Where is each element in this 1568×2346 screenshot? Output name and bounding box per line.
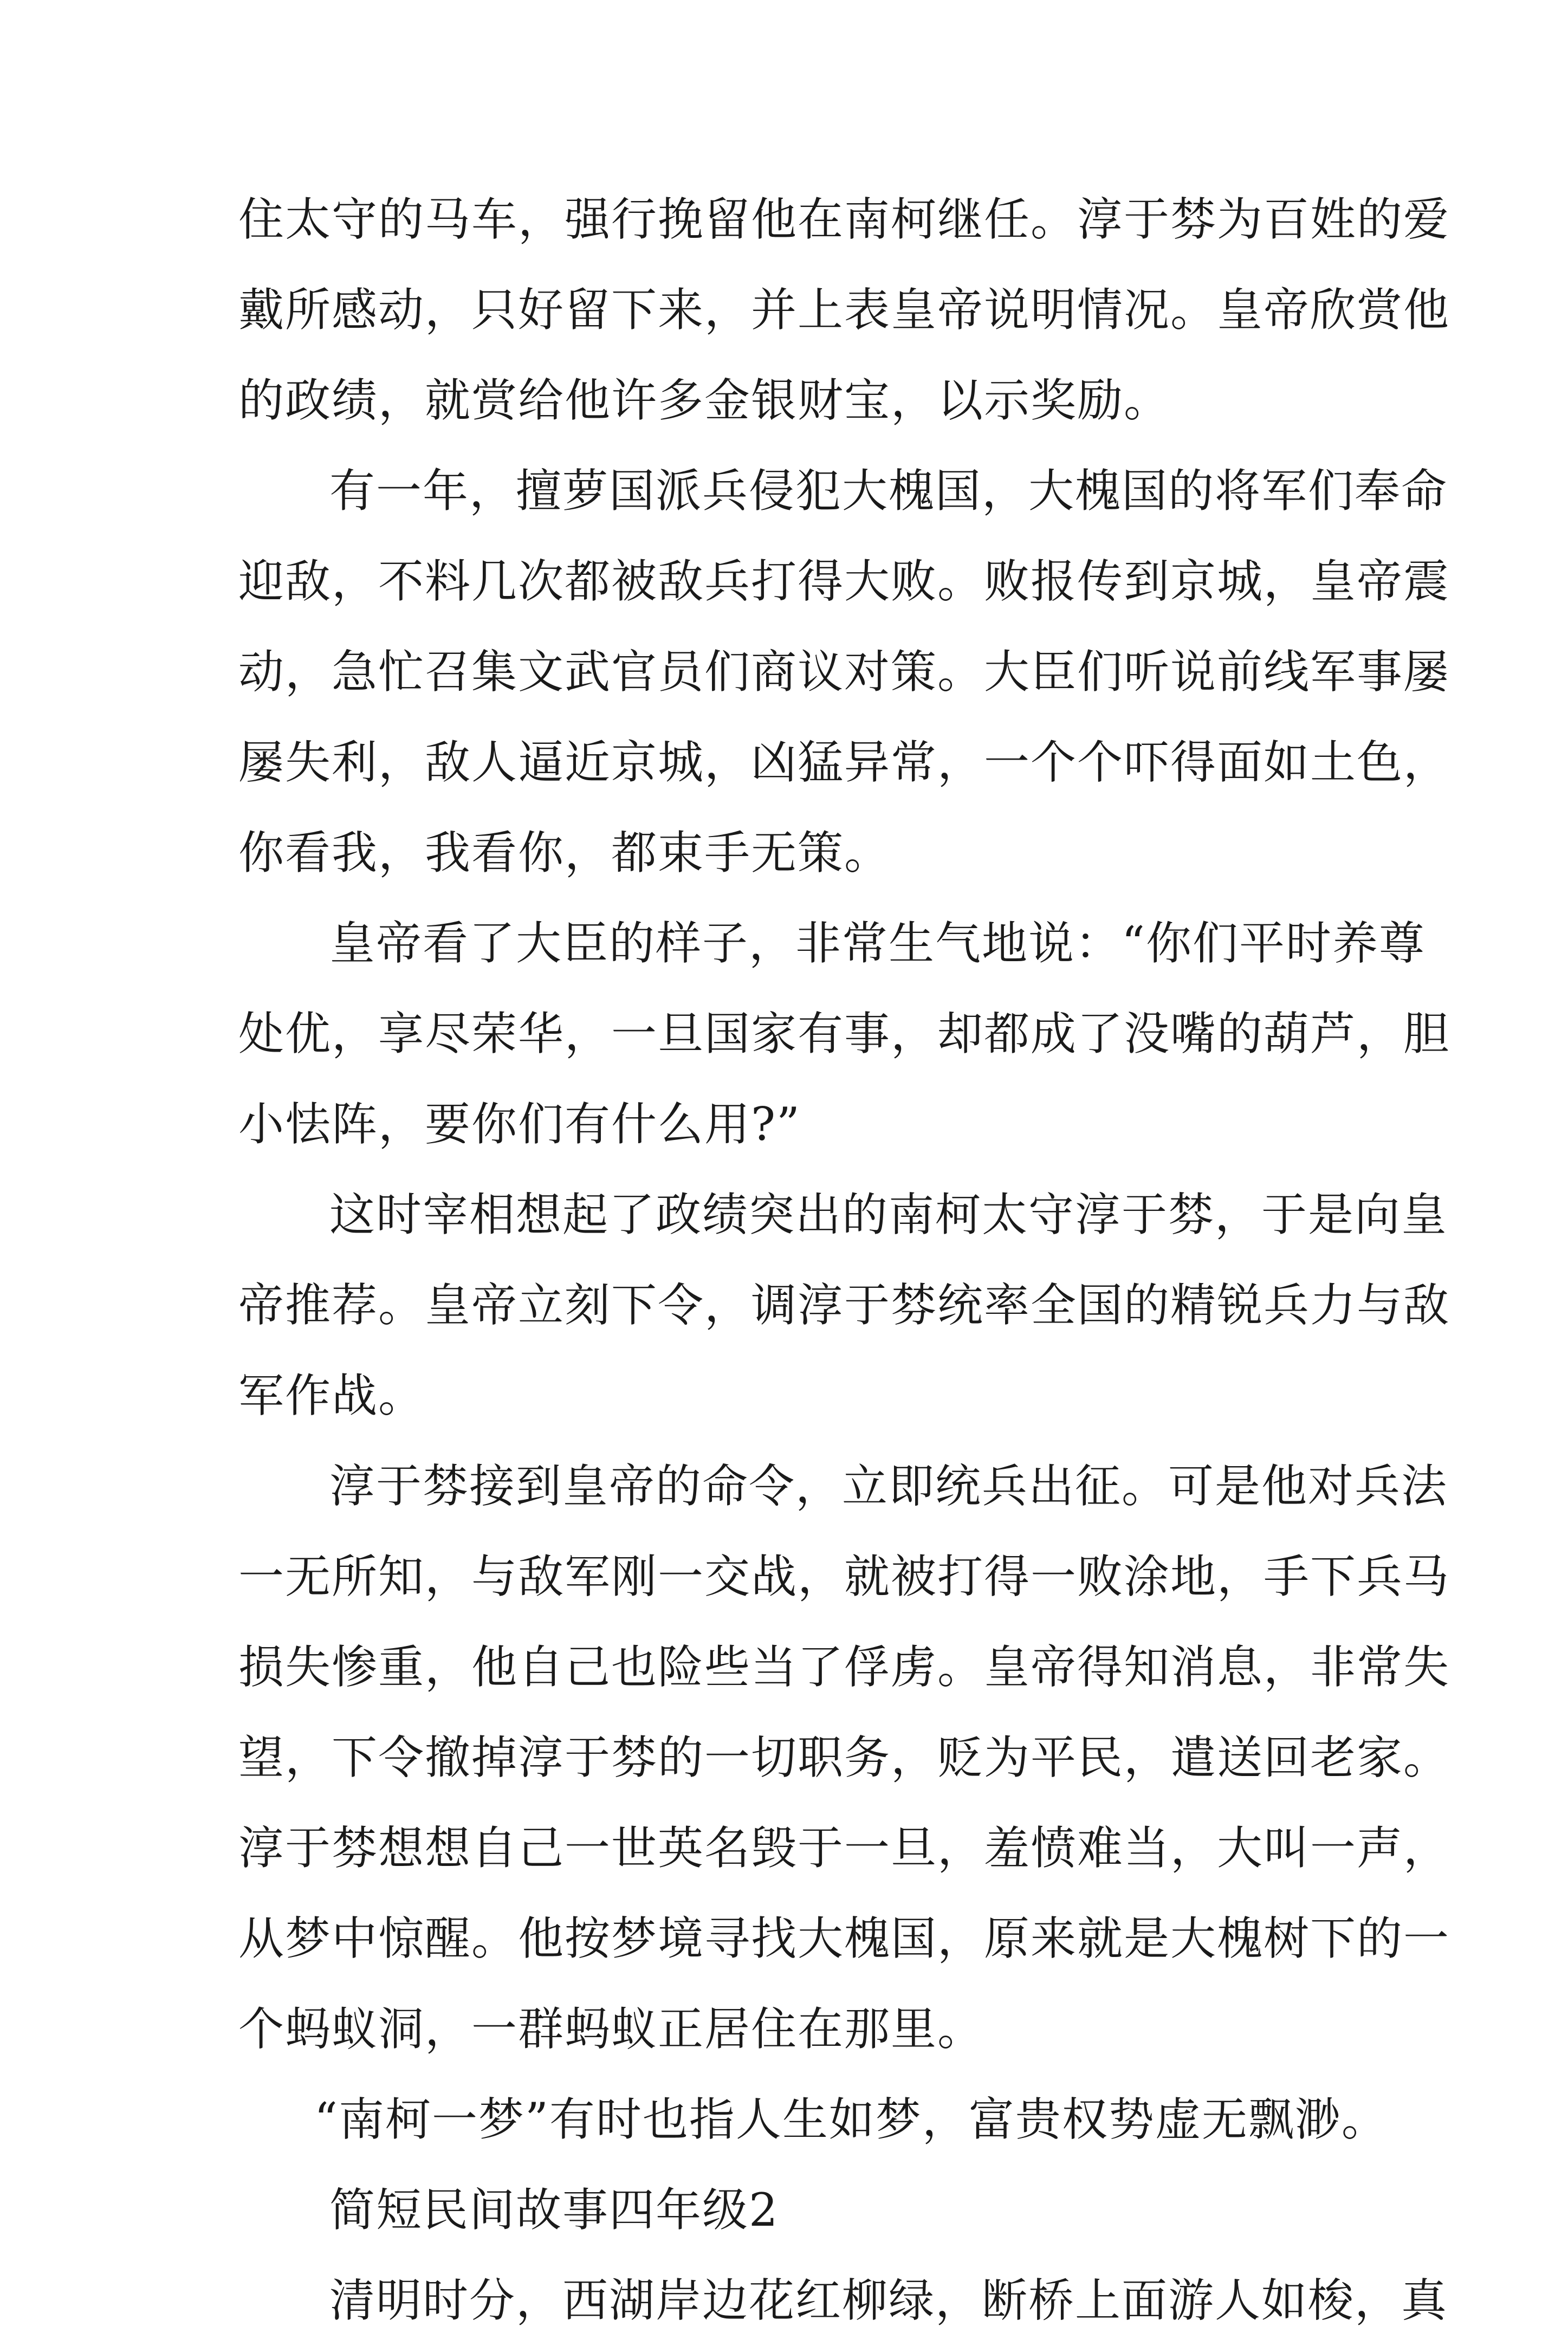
text-line: 戴所感动，只好留下来，并上表皇帝说明情况。皇帝欣赏他 [238, 283, 1450, 336]
text-line: 损失惨重，他自己也险些当了俘虏。皇帝得知消息，非常失 [238, 1641, 1450, 1694]
text-line: 住太守的马车，强行挽留他在南柯继任。淳于棼为百姓的爱 [238, 193, 1450, 246]
text-line: 动，急忙召集文武官员们商议对策。大臣们听说前线军事屡 [238, 645, 1450, 698]
text-line: 望，下令撤掉淳于棼的一切职务，贬为平民，遣送回老家。 [238, 1731, 1450, 1784]
text-line: 小怯阵，要你们有什么用?” [238, 1098, 801, 1151]
text-line: 军作战。 [238, 1369, 425, 1422]
paragraph-start-line: 有一年，擅萝国派兵侵犯大槐国，大槐国的将军们奉命 [329, 464, 1448, 517]
paragraph-start-line: 淳于棼接到皇帝的命令，立即统兵出征。可是他对兵法 [329, 1460, 1448, 1513]
text-line: 的政绩，就赏给他许多金银财宝，以示奖励。 [238, 374, 1171, 427]
text-line: 帝推荐。皇帝立刻下令，调淳于棼统率全国的精锐兵力与敌 [238, 1279, 1450, 1332]
paragraph-start-line: 皇帝看了大臣的样子，非常生气地说：“你们平时养尊 [329, 917, 1426, 970]
paragraph-start-line: 清明时分，西湖岸边花红柳绿，断桥上面游人如梭，真 [329, 2274, 1448, 2327]
document-body [238, 174, 1450, 2346]
text-line: 你看我，我看你，都束手无策。 [238, 826, 891, 879]
text-line: 从梦中惊醒。他按梦境寻找大槐国，原来就是大槐树下的一 [238, 1912, 1450, 1965]
paragraph-start-line: “南柯一梦”有时也指人生如梦，富贵权势虚无飘渺。 [314, 2093, 1388, 2146]
text-line: 屡失利，敌人逼近京城，凶猛异常，一个个吓得面如土色， [238, 736, 1450, 789]
text-line: 淳于棼想想自己一世英名毁于一旦，羞愤难当，大叫一声， [238, 1822, 1450, 1875]
section-heading: 简短民间故事四年级2 [329, 2183, 779, 2237]
paragraph-start-line: 这时宰相想起了政绩突出的南柯太守淳于棼，于是向皇 [329, 1188, 1448, 1241]
text-line: 处优，享尽荣华，一旦国家有事，却都成了没嘴的葫芦，胆 [238, 1007, 1450, 1060]
text-line: 一无所知，与敌军刚一交战，就被打得一败涂地，手下兵马 [238, 1550, 1450, 1603]
text-line: 个蚂蚁洞，一群蚂蚁正居住在那里。 [238, 2002, 984, 2056]
text-line: 迎敌，不料几次都被敌兵打得大败。败报传到京城，皇帝震 [238, 555, 1450, 608]
